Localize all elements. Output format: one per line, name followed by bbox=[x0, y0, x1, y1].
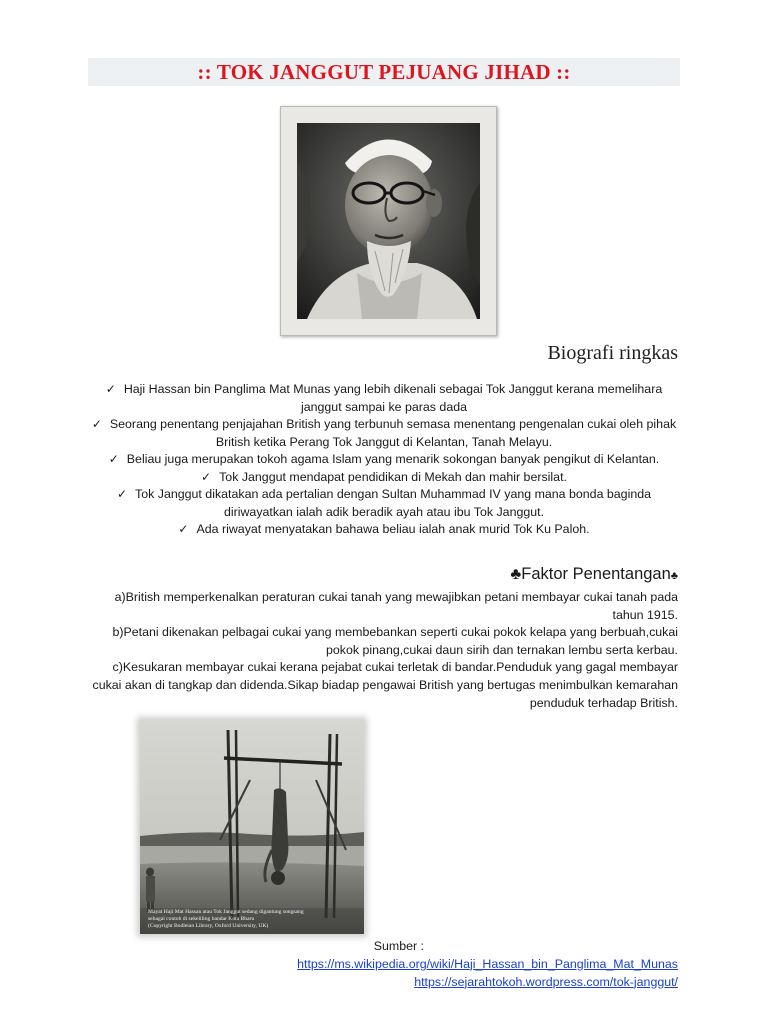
faktor-heading-text: Faktor Penentangan bbox=[521, 565, 671, 583]
biography-heading: Biografi ringkas bbox=[547, 342, 678, 364]
checkmark-icon: ✓ bbox=[116, 487, 128, 501]
faktor-paragraph: c)Kesukaran membayar cukai kerana pejabat cukai terletak di bandar.Penduduk yang gagal membayar cukai akan di tangkap dan didenda.Sikap biadap pengawai British yang bertugas menimbulkan kemarahan penduduk terhadap British. bbox=[92, 660, 678, 710]
sources-label: Sumber : bbox=[373, 939, 424, 953]
list-item bbox=[88, 521, 680, 539]
biography-list bbox=[88, 381, 680, 539]
list-item bbox=[88, 486, 680, 521]
faktor-paragraph: a)British memperkenalkan peraturan cukai tanah yang mewajibkan petani membayar cukai tanah pada tahun 1915. bbox=[114, 590, 678, 622]
list-item bbox=[88, 381, 680, 416]
club-icon: ♣ bbox=[670, 570, 678, 582]
list-item bbox=[88, 416, 680, 451]
list-item-text: Haji Hassan bin Panglima Mat Munas yang lebih dikenali sebagai Tok Janggut kerana memelihara janggut sampai ke paras dada bbox=[123, 382, 663, 414]
list-item bbox=[88, 451, 680, 469]
checkmark-icon: ✓ bbox=[201, 469, 212, 484]
page-title: :: TOK JANGGUT PEJUANG JIHAD :: bbox=[88, 58, 680, 86]
faktor-body bbox=[88, 589, 678, 712]
club-icon: ♣ bbox=[510, 565, 522, 583]
source-link-wikipedia[interactable]: https://ms.wikipedia.org/wiki/Haji_Hassan_bin_Panglima_Mat_Munas bbox=[297, 956, 678, 971]
photo-caption-line: Mayat Haji Mat Hassan atau Tok Janggut sedang digantung songsang bbox=[148, 909, 304, 915]
photo-caption-line: sebagai contoh di sekeliling bandar Kota Bharu bbox=[148, 916, 255, 922]
list-item-text: Ada riwayat menyatakan bahawa beliau ialah anak murid Tok Ku Paloh. bbox=[196, 522, 590, 536]
checkmark-icon: ✓ bbox=[105, 382, 116, 396]
historical-photo bbox=[140, 720, 364, 934]
checkmark-icon: ✓ bbox=[178, 522, 189, 536]
list-item-text: Seorang penentang penjajahan British yang terbunuh semasa menentang pengenalan cukai oleh pihak British ketika Perang Tok Janggut di Kelantan, Tanah Melayu. bbox=[109, 417, 677, 449]
faktor-heading bbox=[510, 565, 678, 584]
faktor-paragraph: b)Petani dikenakan pelbagai cukai yang membebankan seperti cukai pokok kelapa yang berbuah,cukai pokok pinang,cukai daun sirih dan ternakan lembu serta kerbau. bbox=[112, 625, 678, 657]
list-item bbox=[88, 469, 680, 487]
checkmark-icon: ✓ bbox=[108, 452, 119, 466]
list-item-text: Beliau juga merupakan tokoh agama Islam yang menarik sokongan banyak pengikut di Kelantan. bbox=[126, 452, 660, 466]
list-item-text: Tok Janggut dikatakan ada pertalian dengan Sultan Muhammad IV yang mana bonda baginda diriwayatkan ialah adik beradik ayah atau ibu Tok Janggut. bbox=[135, 487, 651, 519]
checkmark-icon: ✓ bbox=[91, 417, 102, 431]
photo-caption-line: (Copyright Bodleian Library, Oxford University, UK) bbox=[148, 923, 269, 929]
portrait-photo bbox=[297, 123, 480, 319]
source-link-sejarahtokoh[interactable]: https://sejarahtokoh.wordpress.com/tok-janggut/ bbox=[414, 974, 678, 989]
portrait-photo-frame bbox=[280, 106, 497, 336]
sources bbox=[178, 938, 678, 991]
photo-caption bbox=[148, 909, 356, 930]
list-item-text: Tok Janggut mendapat pendidikan di Mekah dan mahir bersilat. bbox=[219, 469, 567, 484]
